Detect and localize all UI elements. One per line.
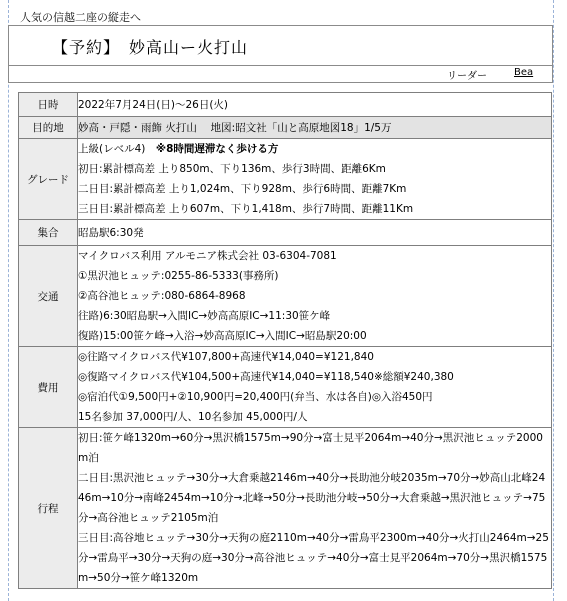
transport-line-1: マイクロバス利用 アルモニア株式会社 03-6304-7081 — [78, 250, 337, 262]
row-date — [19, 93, 552, 117]
page-margin-guide-left — [8, 0, 9, 601]
itinerary-label: 行程 — [19, 428, 78, 589]
meeting-label: 集合 — [19, 220, 78, 246]
row-itinerary — [19, 428, 552, 589]
row-transport — [19, 246, 552, 347]
transport-label: 交通 — [19, 246, 78, 347]
date-text: 2022年7月24日(日)〜26日(火) — [78, 98, 229, 111]
destination-text: 妙高・戸隠・雨飾 火打山 地図:昭文社「山と高原地図18」1/5万 — [78, 121, 392, 134]
cost-line-4: 15名参加 37,000円/人、10名参加 45,000円/人 — [78, 411, 308, 423]
cost-line-3: ◎宿泊代①9,500円+②10,900円=20,400円(弁当、水は各自)◎入浴450円 — [78, 391, 433, 403]
meeting-value — [78, 220, 552, 246]
itinerary-day-3: 三日目:高谷地ヒュッテ→30分→天狗の庭2110m→40分→雷鳥平2300m→40分→火打山2464m→25分→雷鳥平→30分→天狗の庭→30分→高谷池ヒュッテ→40分→富士見平2064m→70分→黒沢橋1575m→50分→笹ケ峰1320m — [78, 532, 549, 584]
page-margin-guide-right — [553, 0, 554, 601]
date-label: 日時 — [19, 93, 78, 117]
itinerary-day-1: 初日:笹ケ峰1320m→60分→黒沢橋1575m→90分→富士見平2064m→40分→黒沢池ヒュッテ2000m泊 — [78, 432, 543, 464]
transport-value — [78, 246, 552, 347]
grade-level: 上級(レベル4) — [78, 143, 146, 155]
itinerary-value — [78, 428, 552, 589]
cost-value — [78, 347, 552, 428]
meeting-text: 昭島駅6:30発 — [78, 226, 144, 239]
grade-label: グレード — [19, 139, 78, 220]
transport-line-2: ①黒沢池ヒュッテ:0255-86-5333(事務所) — [78, 270, 279, 282]
leader-name: Bea — [514, 67, 534, 78]
transport-line-3: ②高谷池ヒュッテ:080-6864-8968 — [78, 290, 246, 302]
grade-level-line — [78, 139, 551, 159]
itinerary-day-2: 二日目:黒沢池ヒュッテ→30分→大倉乗越2146m→40分→長助池分岐2035m→70分→妙高山北峰2446m→10分→南峰2454m→10分→北峰→50分→長助池分岐→50分→大倉乗越→黒沢池ヒュッテ→75分→高谷池ヒュッテ2105m泊 — [78, 472, 546, 524]
leader-label: リーダー — [447, 71, 487, 82]
plan-table — [18, 92, 552, 589]
row-destination — [19, 117, 552, 139]
page-title: 【予約】 妙高山ー火打山 — [52, 38, 249, 57]
destination-label: 目的地 — [19, 117, 78, 139]
cost-line-2: ◎復路マイクロバス代¥104,500+高速代¥14,040=¥118,540※総額¥240,380 — [78, 371, 454, 383]
cost-line-1: ◎往路マイクロバス代¥107,800+高速代¥14,040=¥121,840 — [78, 351, 374, 363]
grade-day-2: 二日目:累計標高差 上り1,024m、下り928m、歩行6時間、距離7Km — [78, 183, 407, 195]
row-meeting — [19, 220, 552, 246]
date-value — [78, 93, 552, 117]
transport-line-5: 復路)15:00笹ケ峰→入浴→妙高高原IC→入間IC→昭島駅20:00 — [78, 330, 367, 342]
transport-line-4: 往路)6:30昭島駅→入間IC→妙高高原IC→11:30笹ケ峰 — [78, 310, 331, 322]
grade-value — [78, 139, 552, 220]
grade-day-3: 三日目:累計標高差 上り607m、下り1,418m、歩行7時間、距離11Km — [78, 203, 414, 215]
breadcrumb: 人気の信越二座の縦走へ — [20, 11, 141, 24]
row-grade — [19, 139, 552, 220]
row-cost — [19, 347, 552, 428]
grade-note: ※8時間遅滞なく歩ける方 — [155, 143, 279, 155]
destination-value — [78, 117, 552, 139]
grade-day-1: 初日:累計標高差 上り850m、下り136m、歩行3時間、距離6Km — [78, 163, 386, 175]
cost-label: 費用 — [19, 347, 78, 428]
